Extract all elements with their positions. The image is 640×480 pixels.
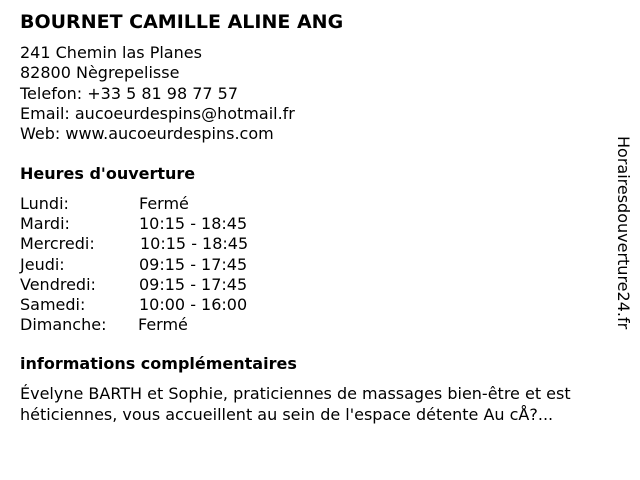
phone-line: Telefon: +33 5 81 98 77 57	[20, 83, 239, 103]
hours-value: 10:15 - 18:45	[139, 214, 248, 234]
day-label: Samedi:	[20, 294, 86, 314]
opening-hours-heading: Heures d'ouverture	[20, 164, 196, 183]
hours-row-wednesday	[20, 234, 320, 254]
additional-info-text: Évelyne BARTH et Sophie, praticiennes de massages bien-être et est héticiennes, vous accueillent au sein de l'espace détente Au cÅ?...	[20, 384, 571, 424]
day-label: Vendredi:	[20, 274, 96, 294]
day-label: Dimanche:	[20, 315, 107, 335]
address-street: 241 Chemin las Planes	[20, 43, 202, 62]
hours-row-friday	[20, 275, 320, 295]
business-name: BOURNET CAMILLE ALINE ANG	[20, 11, 344, 33]
hours-value: 09:15 - 17:45	[139, 274, 248, 294]
hours-row-thursday	[20, 255, 320, 275]
email-line: Email: aucoeurdespins@hotmail.fr	[20, 103, 295, 123]
address-city: 82800 Nègrepelisse	[20, 63, 180, 83]
hours-value: 09:15 - 17:45	[139, 254, 248, 274]
hours-value: Fermé	[138, 315, 188, 335]
day-label: Mardi:	[20, 214, 70, 234]
additional-info-heading: informations complémentaires	[20, 354, 297, 373]
day-label: Jeudi:	[20, 254, 65, 274]
web-line: Web: www.aucoeurdespins.com	[20, 124, 274, 144]
hours-row-tuesday	[20, 214, 320, 234]
hours-value: Fermé	[139, 194, 189, 213]
day-label: Mercredi:	[20, 234, 95, 254]
hours-row-saturday	[20, 295, 320, 315]
contact-block	[20, 43, 295, 144]
hours-row-sunday	[20, 315, 320, 335]
opening-hours-table	[20, 194, 320, 335]
hours-row-monday	[20, 194, 320, 214]
hours-value: 10:00 - 16:00	[139, 294, 248, 314]
hours-value: 10:15 - 18:45	[140, 234, 249, 254]
day-label: Lundi:	[20, 194, 69, 213]
site-watermark: Horairesdouverture24.fr	[614, 136, 633, 330]
